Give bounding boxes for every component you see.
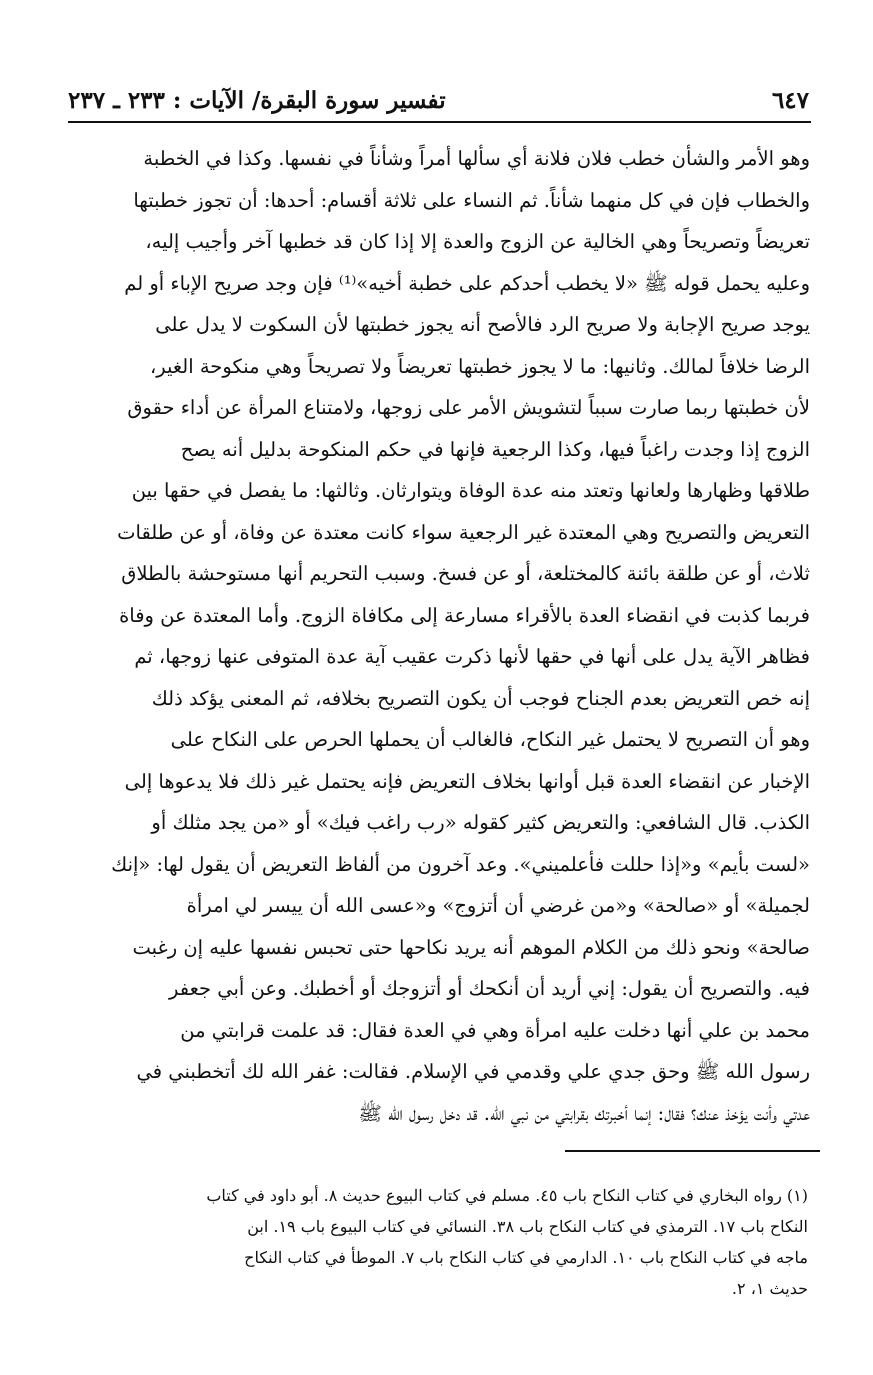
text-line: وهو أن التصريح لا يحتمل غير النكاح، فالغالب أن يحملها الحرص على النكاح على <box>170 728 810 751</box>
text-line: لجميلة» أو «صالحة» و«من غرضي أن أتزوج» و«عسى الله أن ييسر لي امرأة <box>186 894 810 917</box>
text-line: صالحة» ونحو ذلك من الكلام الموهم أنه يريد نكاحها حتى تحبس نفسها عليه إن رغبت <box>132 935 810 959</box>
text-line: فربما كذبت في انقضاء العدة بالأقراء مسارعة إلى مكافاة الزوج. وأما المعتدة عن وفاة <box>119 603 810 627</box>
text-line: عدتي وأنت يؤخذ عنك؟ فقال: إنما أخبرتك بقرابتي من نبي الله. قد دخل رسول الله ﷺ <box>358 1101 810 1125</box>
text-line: الكذب. قال الشافعي: والتعريض كثير كقوله «رب راغب فيك» أو «من يجد مثلك أو <box>151 811 810 834</box>
text-line: يوجد صريح الإجابة ولا صريح الرد فالأصح أنه يجوز خطبتها لأن السكوت لا يدل على <box>155 313 810 336</box>
text-line: الإخبار عن انقضاء العدة قبل أوانها بخلاف التعريض فإنه يحتمل غير ذلك فلا يدعوها إلى <box>124 769 810 793</box>
text-line: الزوج إذا وجدت راغباً فيها، وكذا الرجعية فإنها في حكم المنكوحة بدليل أنه يصح <box>180 437 810 461</box>
main-text <box>70 138 810 1134</box>
text-line: تعريضاً وتصريحاً وهي الخالية عن الزوج والعدة إلا إذا كان قد خطبها آخر وأجيب إليه، <box>145 230 810 253</box>
text-line: إنه خص التعريض بعدم الجناح فوجب أن يكون التصريح بخلافه، ثم المعنى يؤكد ذلك <box>151 686 810 710</box>
text-line: وهو الأمر والشأن خطب فلان فلانة أي سألها أمراً وشأناً في نفسها. وكذا في الخطبة <box>143 147 810 170</box>
page-number: ٦٤٧ <box>771 87 809 114</box>
footnote-line: النكاح باب ١٧. الترمذي في كتاب النكاح باب ٣٨. النسائي في كتاب البيوع باب ١٩. ابن <box>247 1217 808 1236</box>
text-line: لأن خطبتها ربما صارت سبباً لتشويش الأمر على زوجها، ولامتناع المرأة عن أداء حقوق <box>127 396 810 419</box>
footnote-separator <box>565 1150 820 1152</box>
text-line: الرضا خلافاً لمالك. وثانيها: ما لا يجوز خطبتها تعريضاً ولا تصريحاً وهي منكوحة الغير، <box>149 354 810 378</box>
text-line: فظاهر الآية يدل على أنها في حقها لأنها ذكرت عقيب آية عدة المتوفى عنها زوجها، ثم <box>134 645 810 668</box>
text-line: محمد بن علي أنها دخلت عليه امرأة وهي في العدة فقال: قد علمت قرابتي من <box>180 1018 810 1042</box>
text-line: طلاقها وظهارها ولعانها وتعتد منه عدة الوفاة ويتوارثان. وثالثها: ما يفصل في حقها بين <box>131 479 810 502</box>
text-line: والخطاب فإن في كل منهما شأناً. ثم النساء على ثلاثة أقسام: أحدها: أن تجوز خطبتها <box>133 188 810 212</box>
page-header <box>68 80 809 114</box>
footnote-line: حديث ١، ٢. <box>731 1279 808 1298</box>
text-line: رسول الله ﷺ وحق جدي علي وقدمي في الإسلام. فقالت: غفر الله لك أتخطبني في <box>136 1060 810 1083</box>
text-line: التعريض والتصريح وهي المعتدة غير الرجعية سواء كانت معتدة عن وفاة، أو عن طلقات <box>117 520 810 544</box>
text-line: ثلاث، أو عن طلقة بائنة كالمختلعة، أو عن فسخ. وسبب التحريم أنها مستوحشة بالطلاق <box>121 562 810 585</box>
text-line: فيه. والتصريح أن يقول: إني أريد أن أنكحك أو أتزوجك أو أخطبك. وعن أبي جعفر <box>168 977 810 1000</box>
footnote-line: ماجه في كتاب النكاح باب ١٠. الدارمي في كتاب النكاح باب ٧. الموطأ في كتاب النكاح <box>244 1248 808 1267</box>
running-title: تفسير سورة البقرة/ الآيات : ٢٣٣ ـ ٢٣٧ <box>68 87 446 114</box>
footnotes <box>72 1180 808 1304</box>
text-line: وعليه يحمل قوله ﷺ «لا يخطب أحدكم على خطبة أخيه»⁽¹⁾ فإن وجد صريح الإباء أو لم <box>124 271 810 295</box>
text-line: «لست بأيم» و«إذا حللت فأعلميني». وعد آخرون من ألفاظ التعريض أن يقول لها: «إنك <box>111 852 810 876</box>
footnote-line: (١) رواه البخاري في كتاب النكاح باب ٤٥. مسلم في كتاب البيوع حديث ٨. أبو داود في كتاب <box>206 1186 808 1205</box>
header-rule <box>68 121 811 123</box>
